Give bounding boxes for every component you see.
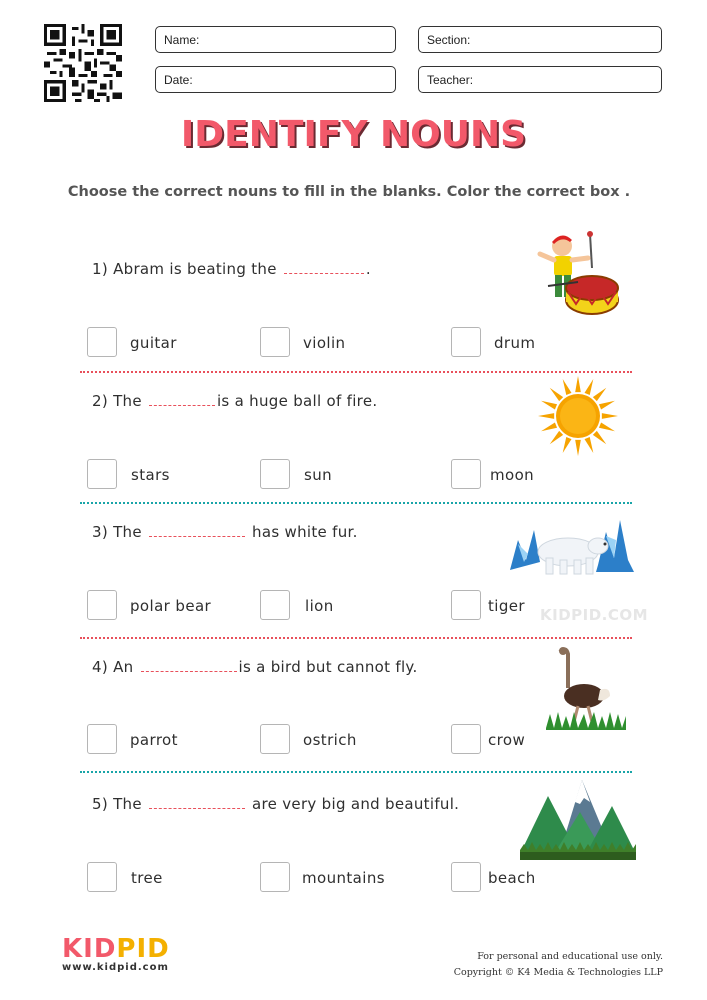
brand-logo-pid: PID <box>116 934 170 964</box>
question-4 <box>92 658 418 676</box>
footer-note <box>454 949 663 981</box>
footer-line-1: For personal and educational use only. <box>477 951 663 962</box>
option-label: mountains <box>302 869 385 887</box>
question-4-text-after: is a bird but cannot fly. <box>238 658 418 676</box>
option-label: sun <box>304 466 333 484</box>
page-title: IDENTIFY NOUNS <box>180 114 527 155</box>
drummer-boy-image <box>532 228 628 324</box>
option-label: tiger <box>488 597 525 615</box>
option-label: drum <box>494 334 536 352</box>
sun-ray <box>593 431 606 444</box>
question-2 <box>92 392 377 410</box>
sun-ray <box>585 379 594 395</box>
kidpid-logo[interactable] <box>62 934 170 973</box>
option-checkbox[interactable] <box>87 724 117 754</box>
option-checkbox[interactable] <box>451 459 481 489</box>
sun-ray <box>575 376 581 392</box>
sun-ray <box>538 413 554 419</box>
option-label: lion <box>305 597 334 615</box>
option-label: parrot <box>130 731 178 749</box>
option-checkbox[interactable] <box>87 459 117 489</box>
question-1 <box>92 260 371 278</box>
sun-ray <box>599 423 615 432</box>
sun-ray <box>541 423 557 432</box>
divider <box>80 371 632 373</box>
instructions: Choose the correct nouns to fill in the blanks. Color the correct box . <box>67 184 631 200</box>
question-3-text-after: has white fur. <box>246 523 358 541</box>
question-5-blank <box>149 798 245 809</box>
question-3-blank <box>149 526 245 537</box>
teacher-field[interactable] <box>418 66 662 93</box>
question-2-blank <box>149 395 215 406</box>
option-checkbox[interactable] <box>451 327 481 357</box>
option-label: beach <box>488 869 536 887</box>
name-field[interactable] <box>155 26 396 53</box>
ostrich-image <box>544 642 628 730</box>
divider <box>80 502 632 504</box>
brand-logo-kid: KID <box>62 934 117 964</box>
section-field[interactable] <box>418 26 662 53</box>
sun-ray <box>550 431 563 444</box>
option-checkbox[interactable] <box>451 724 481 754</box>
sun-ray <box>563 437 572 453</box>
divider <box>80 771 632 773</box>
sun-ray <box>585 437 594 453</box>
option-checkbox[interactable] <box>260 862 290 892</box>
date-field-label: Date: <box>164 72 193 87</box>
watermark: KIDPID.COM <box>540 606 649 624</box>
question-2-text-after: is a huge ball of fire. <box>216 392 378 410</box>
option-label: stars <box>131 466 170 484</box>
option-checkbox[interactable] <box>87 590 117 620</box>
name-field-label: Name: <box>164 32 200 47</box>
teacher-field-label: Teacher: <box>427 72 474 87</box>
question-1-blank <box>284 263 364 274</box>
option-label: polar bear <box>130 597 212 615</box>
option-label: ostrich <box>303 731 357 749</box>
option-label: tree <box>131 869 163 887</box>
option-checkbox[interactable] <box>451 590 481 620</box>
divider <box>80 637 632 639</box>
sun-image <box>536 374 620 458</box>
option-label: crow <box>488 731 526 749</box>
mountains-image <box>520 776 636 860</box>
qr-code <box>44 24 122 102</box>
sun-ray <box>550 388 563 401</box>
question-1-text: 1) Abram is beating the <box>92 260 277 278</box>
option-label: guitar <box>130 334 177 352</box>
option-checkbox[interactable] <box>260 327 290 357</box>
question-1-text-after: . <box>365 260 371 278</box>
option-checkbox[interactable] <box>87 327 117 357</box>
sun-ray <box>563 379 572 395</box>
question-4-text: 4) An <box>92 658 134 676</box>
question-2-text: 2) The <box>92 392 142 410</box>
sun-ray <box>599 401 615 410</box>
section-field-label: Section: <box>427 32 471 47</box>
date-field[interactable] <box>155 66 396 93</box>
option-checkbox[interactable] <box>451 862 481 892</box>
question-3-text: 3) The <box>92 523 142 541</box>
option-checkbox[interactable] <box>260 590 290 620</box>
question-3 <box>92 523 358 541</box>
footer-line-2: Copyright © K4 Media & Technologies LLP <box>453 967 663 978</box>
question-5-text: 5) The <box>92 795 142 813</box>
option-checkbox[interactable] <box>260 724 290 754</box>
option-label: moon <box>490 466 535 484</box>
sun-ray <box>602 413 618 419</box>
option-checkbox[interactable] <box>260 459 290 489</box>
question-5 <box>92 795 459 813</box>
sun-ray <box>593 388 606 401</box>
polar-bear-image <box>510 510 635 580</box>
brand-url: www.kidpid.com <box>62 962 169 973</box>
sun-ray <box>541 401 557 410</box>
sun-ray <box>575 440 581 456</box>
question-4-blank <box>141 661 237 672</box>
option-checkbox[interactable] <box>87 862 117 892</box>
option-label: violin <box>303 334 346 352</box>
question-5-text-after: are very big and beautiful. <box>246 795 460 813</box>
brand-logo-text <box>62 934 170 964</box>
